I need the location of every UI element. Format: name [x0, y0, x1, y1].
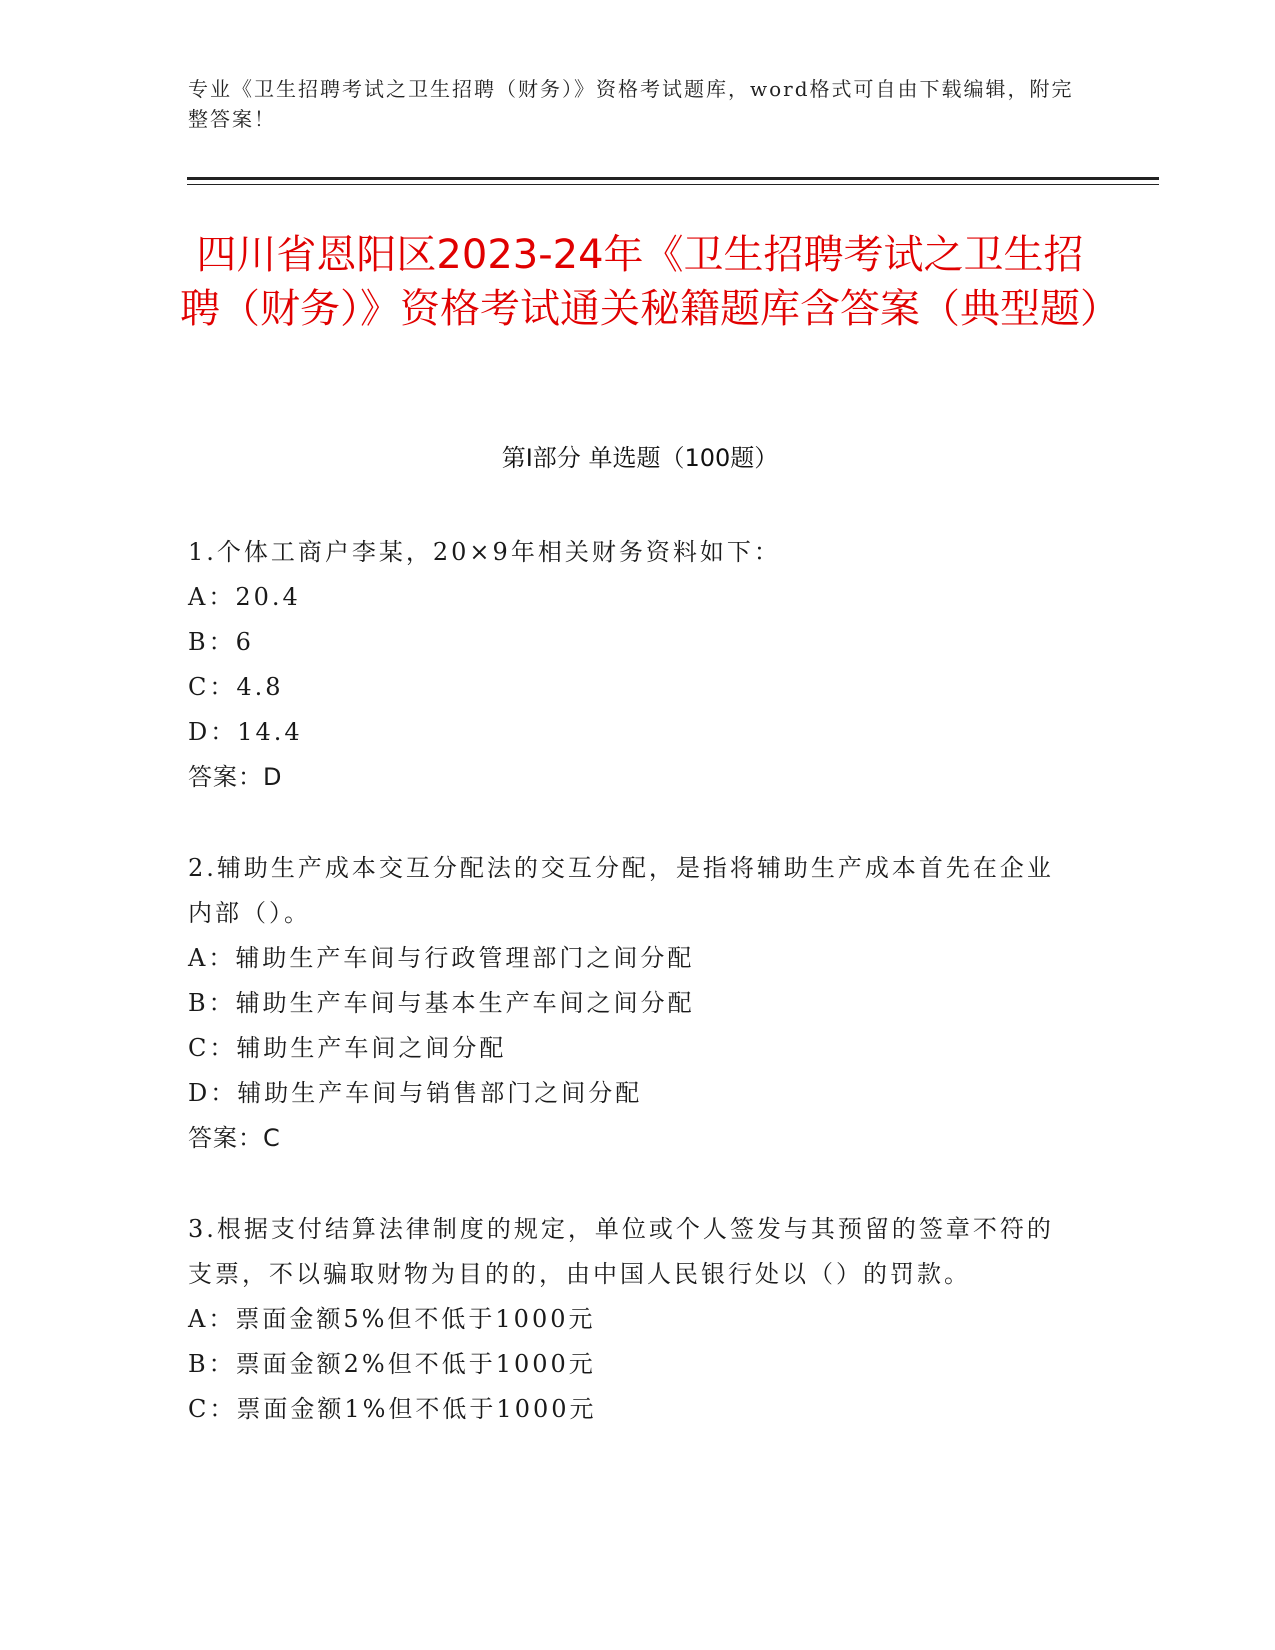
question-stem: 3.根据支付结算法律制度的规定，单位或个人签发与其预留的签章不符的支票，不以骗取财物为目的的，由中国人民银行处以（）的罚款。: [188, 1215, 1054, 1288]
option-c: C：辅助生产车间之间分配: [188, 1034, 507, 1062]
header-divider-thin: [187, 184, 1159, 185]
option-c: C：票面金额1%但不低于1000元: [188, 1395, 597, 1423]
question-stem: 2.辅助生产成本交互分配法的交互分配，是指将辅助生产成本首先在企业内部（）。: [188, 854, 1054, 927]
option-b: B：票面金额2%但不低于1000元: [188, 1350, 596, 1378]
question-1: [188, 530, 1068, 800]
option-b: B：6: [188, 628, 254, 656]
option-d: D：辅助生产车间与销售部门之间分配: [188, 1079, 643, 1107]
answer: 答案：D: [188, 763, 283, 791]
question-stem: 1.个体工商户李某，20×9年相关财务资料如下：: [188, 538, 781, 566]
answer: 答案：C: [188, 1124, 281, 1152]
option-a: A：辅助生产车间与行政管理部门之间分配: [188, 944, 695, 972]
option-a: A：票面金额5%但不低于1000元: [188, 1305, 596, 1333]
header-divider-thick: [187, 177, 1159, 180]
question-3: [188, 1207, 1068, 1432]
question-list: [188, 530, 1068, 1478]
section-title: 第Ⅰ部分 单选题（100题）: [501, 444, 779, 472]
option-b: B：辅助生产车间与基本生产车间之间分配: [188, 989, 695, 1017]
option-d: D：14.4: [188, 718, 303, 746]
document-title: 四川省恩阳区2023-24年《卫生招聘考试之卫生招聘（财务）》资格考试通关秘籍题库含答案（典型题）: [180, 232, 1120, 332]
header-note: 专业《卫生招聘考试之卫生招聘（财务）》资格考试题库，word格式可自由下载编辑，附完整答案！: [188, 77, 1074, 131]
question-2: [188, 846, 1068, 1161]
option-c: C：4.8: [188, 673, 284, 701]
option-a: A：20.4: [188, 583, 301, 611]
